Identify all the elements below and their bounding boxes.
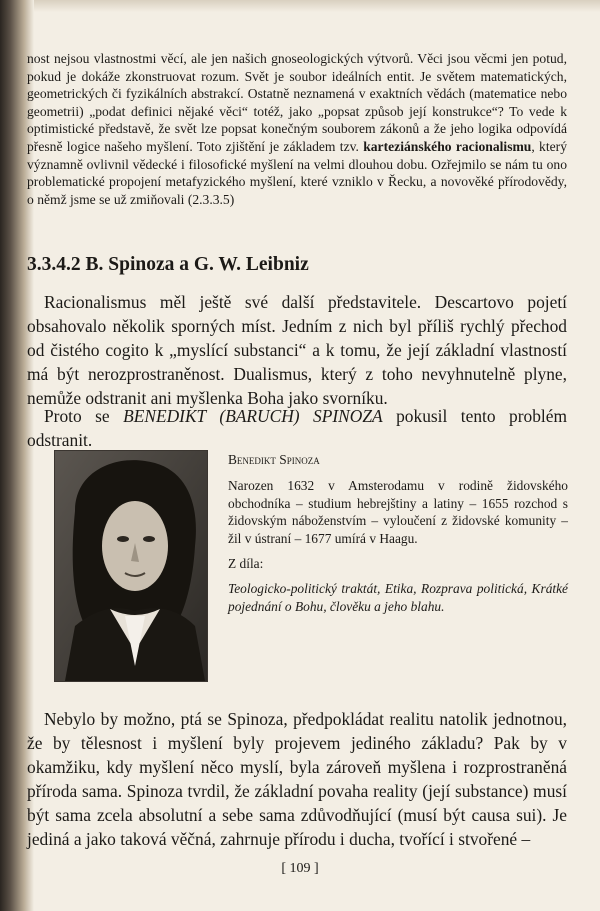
page-top-shadow xyxy=(0,0,600,12)
para2-block xyxy=(27,404,567,452)
intro-paragraph-block xyxy=(27,50,567,208)
page-number: [ 109 ] xyxy=(281,861,319,876)
intro-text-1: nost nejsou vlastnostmi věcí, ale jen našich gnoseologických výtvorů. Věci jsou věcmi jen potud, pokud je dokáže zkonstruovat rozum. Svět je soubor ideálních entit. Je světem matematických, geometrických či fyzikálních abstrakcí. Ostatně neznamená v exaktních vědách (matematice nebo geometrii) „podat definici nějaké věci“ totéž, jako „popsat způsob její konstrukce“? To vede k optimistické představě, že svět lze popsat konečným souborem zákonů a že jeho logika odpovídá přesně logice našeho myšlení. Toto zjištění je základem tzv. xyxy=(27,51,567,154)
bio-box xyxy=(228,451,568,615)
section-number: 3.3.4.2 xyxy=(27,254,81,275)
para2-before: Proto se xyxy=(44,406,124,426)
intro-text-2: , který významně ovlivnil vědecké i filosofické myšlení na velmi dlouhou dobu. Ozřejmilo se nám tu ono problematické propojení metafyzického myšlení, které vzniklo v Řecku, a novověké přírodovědy, o němž jsme se už zmiňovali (2.3.3.5) xyxy=(27,138,567,207)
paragraph-racionalismus: Racionalismus měl ještě své další představitele. Descartovo pojetí obsahovalo několik sporných míst. Jedním z nich byl příliš rychlý přechod od čistého cogito k „myslící substanci“ a k tomu, že její základní vlastností má být nerozprostraněnost. Dualismus, který z toho nevyhnutelně plyne, nemůže odstranit ani myšlenka Boha jako svorníku. xyxy=(27,292,567,408)
para3-block xyxy=(27,707,567,851)
section-title-text: B. Spinoza a G. W. Leibniz xyxy=(85,254,309,275)
intro-paragraph xyxy=(27,50,567,208)
section-heading xyxy=(27,254,567,276)
paragraph-spinoza-reality: Nebylo by možno, ptá se Spinoza, předpokládat realitu natolik jednotnou, že by tělesnost i myšlení byly projevem jediného základu? Pak by v okamžiku, kdy myšlení něco myslí, byla zároveň myšlena i rozprostraněná příroda sama. Spinoza tvrdil, že základní povaha reality (její substance) musí být sama zcela absolutní a sebe sama zdůvodňující (musí být causa sui). Je jediná a jako taková věčná, zahrnuje přírodu i ducha, tvořící i stvořené – xyxy=(27,709,567,849)
para2-after: pokusil tento problém odstranit. xyxy=(27,406,568,450)
works-list: Teologicko-politický traktát, Etika, Rozprava politická, Krátké pojednání o Bohu, člověku a jeho blahu. xyxy=(228,580,568,614)
works-label: Z díla: xyxy=(228,555,264,571)
paragraph-spinoza-intro xyxy=(27,404,567,452)
intro-bold-term: karteziánského racionalismu xyxy=(363,138,532,154)
spinoza-portrait xyxy=(54,450,208,682)
para1-block xyxy=(27,290,567,410)
section-title xyxy=(27,254,567,276)
spinoza-name: BENEDIKT (BARUCH) SPINOZA xyxy=(123,406,383,426)
bio-text: Narozen 1632 v Amsterodamu v rodině židovského obchodníka – studium hebrejštiny a latiny – 1655 rozchod s židovským náboženstvím – vyloučení z židovské komunity – žil v ústraní – 1677 umírá v Haagu. xyxy=(228,477,568,547)
bio-heading: Benedikt Spinoza xyxy=(228,452,320,467)
